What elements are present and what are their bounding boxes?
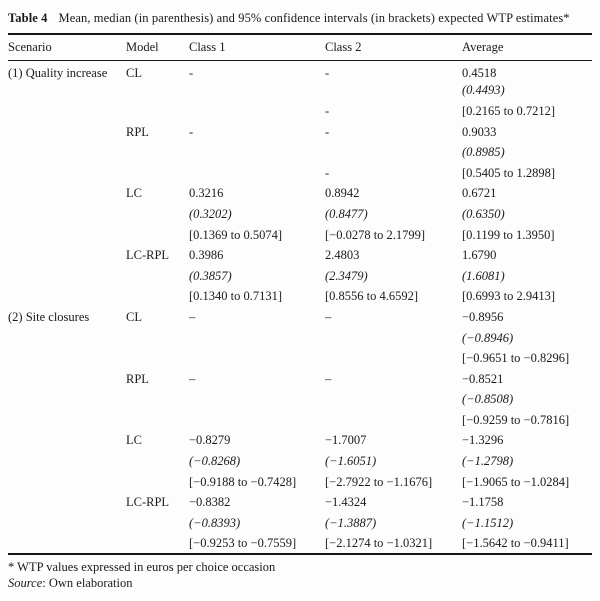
cell-scenario	[8, 513, 126, 534]
cell-scenario	[8, 225, 126, 246]
table-row	[8, 369, 592, 390]
cell-scenario	[8, 266, 126, 287]
table-row	[8, 245, 592, 266]
cell-class1	[189, 410, 325, 431]
cell-model: LC-RPL	[126, 495, 170, 510]
table-row	[8, 451, 592, 472]
table-row	[8, 122, 592, 143]
cell-scenario	[8, 451, 126, 472]
cell-scenario	[8, 492, 126, 513]
cell-model	[126, 225, 189, 246]
cell-average: 0.9033	[462, 124, 497, 139]
cell-class2: –	[325, 309, 332, 324]
table-row	[8, 204, 592, 225]
cell-class2: [−2.1274 to −1.0321]	[325, 535, 433, 550]
cell-scenario	[8, 245, 126, 266]
table-row	[8, 307, 592, 328]
cell-model	[126, 81, 189, 102]
cell-model: RPL	[126, 124, 149, 139]
cell-class1: -	[189, 124, 194, 139]
table-row	[8, 534, 592, 555]
cell-scenario	[8, 142, 126, 163]
col-header-class2: Class 2	[325, 34, 462, 60]
cell-model	[126, 287, 189, 308]
col-header-model: Model	[126, 34, 189, 60]
cell-class2: (2.3479)	[325, 268, 368, 283]
cell-average: −1.3296	[462, 433, 504, 448]
cell-scenario	[8, 184, 126, 205]
table-row	[8, 60, 592, 81]
cell-average: 0.6721	[462, 186, 497, 201]
col-header-scenario: Scenario	[8, 34, 126, 60]
table-row	[8, 163, 592, 184]
table-caption-text: Mean, median (in parenthesis) and 95% confidence intervals (in brackets) expected WTP estimates*	[58, 11, 570, 25]
cell-model: RPL	[126, 371, 149, 386]
cell-model	[126, 390, 189, 411]
cell-class1: -	[189, 65, 194, 80]
cell-model	[126, 101, 189, 122]
cell-average: (−0.8508)	[462, 392, 514, 407]
cell-average: (1.6081)	[462, 268, 505, 283]
table-row	[8, 472, 592, 493]
footnotes	[8, 555, 592, 591]
cell-average: −0.8956	[462, 309, 504, 324]
table-row	[8, 287, 592, 308]
cell-model	[126, 534, 189, 555]
cell-class2: [−2.7922 to −1.1676]	[325, 474, 433, 489]
cell-scenario	[8, 390, 126, 411]
cell-model	[126, 451, 189, 472]
cell-scenario	[8, 122, 126, 143]
footnote-source-label: Source	[8, 575, 43, 590]
cell-class1: –	[189, 371, 196, 386]
cell-model: LC	[126, 433, 142, 448]
cell-class1: (−0.8393)	[189, 515, 241, 530]
cell-class1: (−0.8268)	[189, 454, 241, 469]
cell-class1: (0.3857)	[189, 268, 232, 283]
cell-class1	[189, 390, 325, 411]
cell-class2	[325, 390, 462, 411]
cell-average: 0.4518	[462, 65, 497, 80]
cell-class1: [−0.9253 to −0.7559]	[189, 535, 297, 550]
cell-class2	[325, 348, 462, 369]
footnote-wtp: * WTP values expressed in euros per choice occasion	[8, 560, 276, 575]
cell-average: (0.4493)	[462, 83, 505, 98]
cell-scenario	[8, 431, 126, 452]
cell-model	[126, 163, 189, 184]
table-caption	[8, 9, 592, 33]
table-row	[8, 390, 592, 411]
footnote-source	[8, 576, 592, 592]
cell-class2: –	[325, 371, 332, 386]
cell-class1	[189, 163, 325, 184]
table-row	[8, 101, 592, 122]
cell-class2: -	[325, 103, 330, 118]
cell-average: (0.8985)	[462, 145, 505, 160]
header-row	[8, 34, 592, 60]
cell-average: (−0.8946)	[462, 330, 514, 345]
cell-scenario	[8, 81, 126, 102]
table-body	[8, 60, 592, 554]
cell-scenario	[8, 369, 126, 390]
cell-model	[126, 472, 189, 493]
cell-class1	[189, 81, 325, 102]
cell-class2: 0.8942	[325, 186, 360, 201]
cell-model	[126, 348, 189, 369]
footnote-source-text: : Own elaboration	[42, 575, 133, 590]
cell-scenario	[8, 410, 126, 431]
table-row	[8, 328, 592, 349]
cell-class1	[189, 101, 325, 122]
cell-model	[126, 266, 189, 287]
cell-class2	[325, 81, 462, 102]
cell-model	[126, 513, 189, 534]
cell-class2: -	[325, 65, 330, 80]
table-row	[8, 142, 592, 163]
table-row	[8, 431, 592, 452]
cell-average: [0.5405 to 1.2898]	[462, 165, 556, 180]
cell-model	[126, 204, 189, 225]
table-caption-label: Table 4	[8, 11, 48, 25]
cell-class1: −0.8382	[189, 495, 231, 510]
cell-class1: 0.3986	[189, 248, 224, 263]
cell-class1: –	[189, 309, 196, 324]
cell-class1: [0.1369 to 0.5074]	[189, 227, 283, 242]
cell-class1	[189, 142, 325, 163]
cell-class2: (−1.3887)	[325, 515, 377, 530]
cell-class2	[325, 328, 462, 349]
cell-average: (0.6350)	[462, 206, 505, 221]
cell-model: CL	[126, 65, 142, 80]
wtp-estimates-table	[8, 33, 592, 555]
cell-model: LC-RPL	[126, 248, 170, 263]
cell-class2: [0.8556 to 4.6592]	[325, 289, 419, 304]
table-row	[8, 513, 592, 534]
table-row	[8, 348, 592, 369]
cell-average: (−1.1512)	[462, 515, 514, 530]
cell-class1: (0.3202)	[189, 206, 232, 221]
cell-scenario	[8, 163, 126, 184]
cell-class1: −0.8279	[189, 433, 231, 448]
cell-average: [0.1199 to 1.3950]	[462, 227, 555, 242]
cell-model: LC	[126, 186, 142, 201]
cell-average: [−1.5642 to −0.9411]	[462, 535, 569, 550]
cell-class2: -	[325, 124, 330, 139]
cell-average: [−1.9065 to −1.0284]	[462, 474, 570, 489]
cell-scenario	[8, 328, 126, 349]
cell-scenario	[8, 534, 126, 555]
table-row	[8, 492, 592, 513]
table-row	[8, 266, 592, 287]
cell-model	[126, 142, 189, 163]
col-header-average: Average	[462, 34, 592, 60]
table-row	[8, 225, 592, 246]
cell-model: CL	[126, 309, 142, 324]
cell-scenario: (2) Site closures	[8, 309, 90, 324]
cell-average: −0.8521	[462, 371, 504, 386]
cell-scenario	[8, 348, 126, 369]
cell-class2: −1.4324	[325, 495, 367, 510]
cell-model	[126, 410, 189, 431]
table-row	[8, 184, 592, 205]
cell-average: [−0.9259 to −0.7816]	[462, 412, 570, 427]
cell-class2: -	[325, 165, 330, 180]
col-header-class1: Class 1	[189, 34, 325, 60]
cell-model	[126, 328, 189, 349]
cell-class2	[325, 410, 462, 431]
cell-average: −1.1758	[462, 495, 504, 510]
cell-average: [0.2165 to 0.7212]	[462, 103, 556, 118]
cell-class2: −1.7007	[325, 433, 367, 448]
cell-average: [−0.9651 to −0.8296]	[462, 351, 570, 366]
cell-class1: [0.1340 to 0.7131]	[189, 289, 283, 304]
cell-average: [0.6993 to 2.9413]	[462, 289, 556, 304]
cell-class2	[325, 142, 462, 163]
cell-class2: (−1.6051)	[325, 454, 377, 469]
cell-scenario	[8, 204, 126, 225]
cell-class2: (0.8477)	[325, 206, 368, 221]
table-row	[8, 81, 592, 102]
cell-class1	[189, 328, 325, 349]
cell-class2: 2.4803	[325, 248, 360, 263]
cell-scenario: (1) Quality increase	[8, 65, 108, 80]
cell-scenario	[8, 287, 126, 308]
cell-scenario	[8, 472, 126, 493]
table-row	[8, 410, 592, 431]
cell-class1: 0.3216	[189, 186, 224, 201]
cell-average: 1.6790	[462, 248, 497, 263]
cell-class1: [−0.9188 to −0.7428]	[189, 474, 297, 489]
cell-average: (−1.2798)	[462, 454, 514, 469]
cell-class2: [−0.0278 to 2.1799]	[325, 227, 426, 242]
cell-scenario	[8, 101, 126, 122]
cell-class1	[189, 348, 325, 369]
